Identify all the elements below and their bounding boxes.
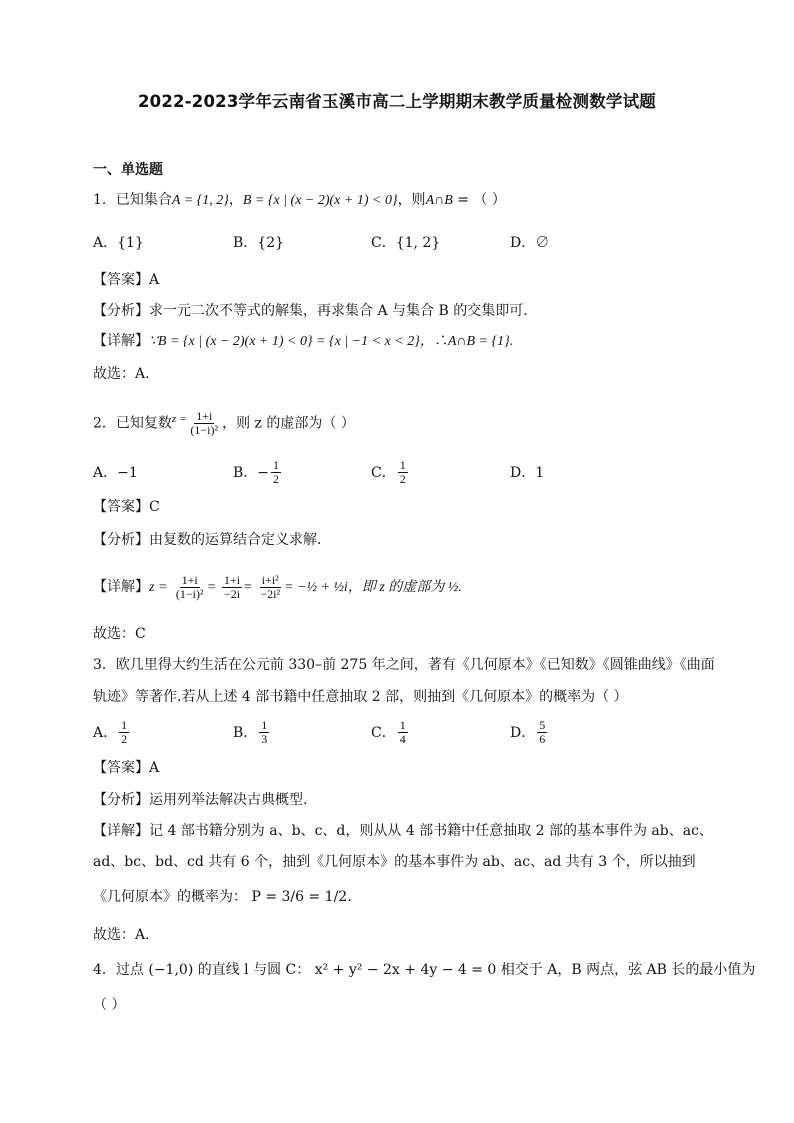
q3-option-a: A． $\frac{1}{2}$ [93,717,128,746]
q2-option-a: A．−1 [93,465,138,481]
q3-options [93,714,713,750]
q1-answer: 【答案】A [93,272,160,288]
q3-option-d: D． $\frac{5}{6}$ [510,717,546,746]
q4-stem-line2: （ ） [93,997,126,1013]
q3-stem-line2: 轨迹》等著作.若从上述 4 部书籍中任意抽取 2 部，则抽到《几何原本》的概率为（ ） [93,689,628,705]
q2-fraction: $\frac{1+i}{\text{(1−i)²}}$ [190,409,219,438]
q2-detail: 【详解】z = $\frac{1+i}{\text{(1−i)²}}$ = $\frac{1+i}{-2i}$ = $\frac{\text{i+i²}}{\text{−2i²}}$ = −½ + ½i，即 z 的虚部为 ½. [93,572,462,601]
section-heading: 一、单选题 [93,162,163,178]
q1-option-d: D．∅ [510,235,550,251]
q2-stem: 2．已知复数$^{z =}$ $\frac{1+i}{\text{(1−i)²}}$ ，则 z 的虚部为（ ） [93,409,355,438]
q3-detail-line1: 【详解】记 4 部书籍分别为 a、b、c、d，则从从 4 部书籍中任意抽取 2 部的基本事件为 ab、ac、 [93,823,713,839]
q1-analysis: 【分析】求一元二次不等式的解集，再求集合 A 与集合 B 的交集即可. [93,303,528,319]
q1-option-a: A．{1} [93,235,144,251]
q1-stem: 1．已知集合A = {1, 2}，B = {x | (x − 2)(x + 1) < 0}，则A∩B = （ ） [93,192,506,208]
q3-analysis: 【分析】运用列举法解决古典概型. [93,792,308,808]
q2-answer: 【答案】C [93,499,160,515]
q3-option-b: B． $\frac{1}{3}$ [233,717,268,746]
q3-answer: 【答案】A [93,760,160,776]
q3-option-c: C． $\frac{1}{4}$ [371,717,406,746]
q2-final: 故选：C [93,626,146,642]
q2-option-b: B．− $\frac{1}{2}$ [233,457,280,486]
q1-options [93,224,713,260]
q2-analysis: 【分析】由复数的运算结合定义求解. [93,532,322,548]
q3-detail-line2: ad、bc、bd、cd 共有 6 个，抽到《几何原本》的基本事件为 ab、ac、ad 共有 3 个，所以抽到 [93,854,696,870]
q3-final: 故选：A. [93,927,150,943]
q1-option-b: B．{2} [233,235,285,251]
q1-final: 故选：A. [93,366,150,382]
q3-detail-line3: 《几何原本》的概率为： P = 3/6 = 1/2. [93,889,352,905]
q2-option-c: C． $\frac{1}{2}$ [371,457,406,486]
page-title: 2022-2023学年云南省玉溪市高二上学期期末教学质量检测数学试题 [138,92,656,111]
q2-options [93,454,713,490]
q1-detail: 【详解】∵B = {x | (x − 2)(x + 1) < 0} = {x | −1 < x < 2}，∴A∩B = {1}. [93,333,514,349]
q4-stem-line1: 4．过点 (−1,0) 的直线 l 与圆 C： x² + y² − 2x + 4y − 4 = 0 相交于 A，B 两点，弦 AB 长的最小值为 [93,962,756,978]
q1-option-c: C．{1, 2} [371,235,441,251]
q3-stem-line1: 3．欧几里得大约生活在公元前 330–前 275 年之间，著有《几何原本》《已知数》《圆锥曲线》《曲面 [93,657,715,673]
q2-option-d: D．1 [510,465,545,481]
